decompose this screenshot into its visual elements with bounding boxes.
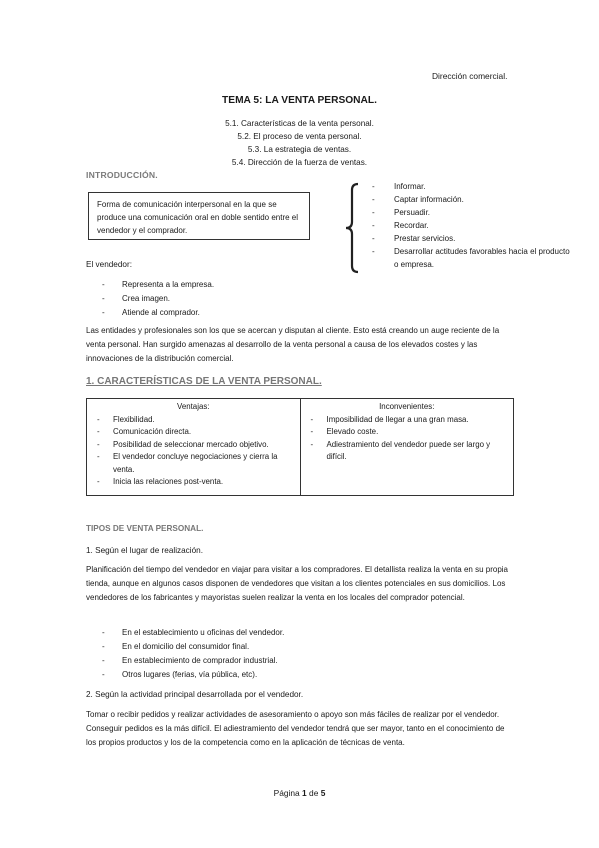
intro-heading: INTRODUCCIÓN. <box>86 170 158 180</box>
ventajas-cell <box>87 399 301 496</box>
intro-paragraph: Las entidades y profesionales son los que se acercan y disputan al cliente. Esto está creando un auge reciente de la venta personal. Han surgido amenazas al desarrollo de la venta personal a causa de los elevados costes y las innovaciones de la distribución comercial. <box>86 326 500 363</box>
definition-box: Forma de comunicación interpersonal en la que se produce una comunicación oral en doble sentido entre el vendedor y el comprador. <box>88 192 310 240</box>
vendedor-list <box>102 278 214 320</box>
tipos-paragraph-1: Planificación del tiempo del vendedor en viajar para visitar a los compradores. El detallista realiza la venta en su propia tienda, aunque en algunos casos disponen de vendedores que visitan a los clientes potenciales en sus domicilios. Los vendedores de los fabricantes y mayoristas suelen realizar la venta en los locales del comprador potencial. <box>86 565 509 602</box>
toc-item: 5.4. Dirección de la fuerza de ventas. <box>231 158 368 167</box>
list-item: - Posibilidad de seleccionar mercado objetivo. <box>93 439 294 452</box>
list-item: - Otros lugares (ferias, vía pública, etc). <box>102 668 284 682</box>
header-title: Dirección comercial. <box>432 71 508 81</box>
list-item: - Crea imagen. <box>102 292 214 306</box>
table-of-contents <box>0 117 599 169</box>
page-total: 5 <box>320 788 326 798</box>
list-item: - Adiestramiento del vendedor puede ser largo y difícil. <box>307 439 508 464</box>
list-item: - Elevado coste. <box>307 426 508 439</box>
list-item: - Representa a la empresa. <box>102 278 214 292</box>
list-item: - Prestar servicios. <box>372 232 572 245</box>
footer-prefix: Página <box>273 788 303 798</box>
list-item: - En el establecimiento u oficinas del vendedor. <box>102 626 284 640</box>
list-item: - Captar información. <box>372 193 572 206</box>
toc-item: 5.3. La estrategia de ventas. <box>247 145 352 154</box>
page-number: 1 <box>302 788 307 798</box>
section-heading: 1. CARACTERÍSTICAS DE LA VENTA PERSONAL. <box>86 376 322 387</box>
curly-brace-icon <box>344 182 360 274</box>
toc-item: 5.2. El proceso de venta personal. <box>237 132 362 141</box>
list-item: - Informar. <box>372 180 572 193</box>
tipos-paragraph-2: Tomar o recibir pedidos y realizar actividades de asesoramiento o apoyo son más fáciles de realizar por el vendedor. Conseguir pedidos es la más difícil. El adiestramiento del vendedor tendrá que ser mayor, tanto en el conocimiento de los propios productos y los de la competencia como en la aplicación de técnicas de venta. <box>86 710 505 747</box>
list-item: - Inicia las relaciones post-venta. <box>93 476 294 489</box>
tipos-heading: TIPOS DE VENTA PERSONAL. <box>86 524 204 533</box>
subheading: 2. Según la actividad principal desarrollada por el vendedor. <box>86 690 304 699</box>
ventajas-title: Ventajas: <box>177 402 210 411</box>
list-item: - En establecimiento de comprador industrial. <box>102 654 284 668</box>
document-title: TEMA 5: LA VENTA PERSONAL. <box>222 95 377 106</box>
lugares-list <box>102 626 284 682</box>
list-item: - Flexibilidad. <box>93 414 294 427</box>
subheading: 1. Según el lugar de realización. <box>86 546 203 555</box>
list-item: - Imposibilidad de llegar a una gran masa. <box>307 414 508 427</box>
pros-cons-table <box>86 398 514 496</box>
list-item: - Comunicación directa. <box>93 426 294 439</box>
list-item: - Desarrollar actitudes favorables hacia el producto o empresa. <box>372 245 572 271</box>
footer-mid: de <box>306 788 321 798</box>
inconvenientes-title: Inconvenientes: <box>379 402 435 411</box>
inconvenientes-cell <box>300 399 514 496</box>
list-item: - Recordar. <box>372 219 572 232</box>
toc-item: 5.1. Características de la venta personal. <box>225 119 374 128</box>
list-item: - El vendedor concluye negociaciones y cierra la venta. <box>93 451 294 476</box>
list-item: - Persuadir. <box>372 206 572 219</box>
page-footer <box>0 788 599 798</box>
list-item: - Atiende al comprador. <box>102 306 214 320</box>
list-item: - En el domicilio del consumidor final. <box>102 640 284 654</box>
vendedor-label: El vendedor: <box>86 260 132 269</box>
objectives-list <box>372 180 572 271</box>
